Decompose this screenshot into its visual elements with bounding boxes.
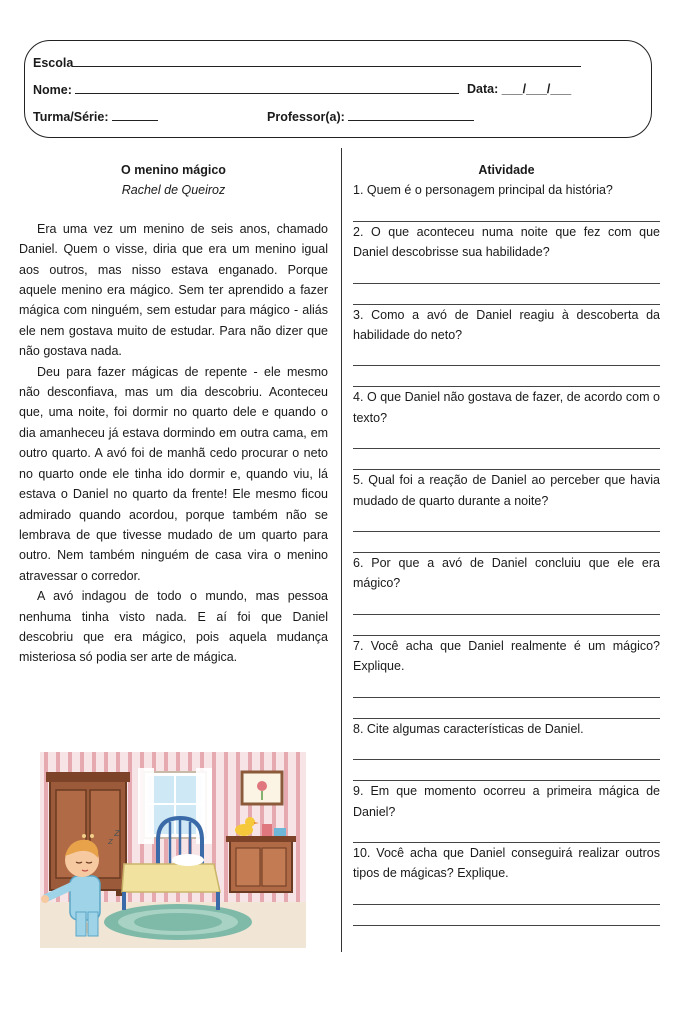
answer-line[interactable]: [353, 739, 660, 760]
name-field[interactable]: [75, 82, 459, 94]
svg-text:z: z: [108, 837, 113, 847]
question-text: 8. Cite algumas características de Daniel.: [353, 721, 584, 736]
teacher-label: Professor(a):: [267, 110, 345, 124]
question-item: [353, 843, 660, 926]
question-item: [353, 470, 660, 553]
answer-line[interactable]: [353, 263, 660, 284]
answer-line[interactable]: [353, 698, 660, 719]
question-item: [353, 719, 660, 781]
question-item: [353, 222, 660, 305]
date-field[interactable]: ___/___/___: [501, 82, 572, 96]
question-list: [353, 180, 660, 925]
sleepwalking-boy-bedroom-illustration: [40, 752, 306, 948]
date-row: [467, 82, 571, 96]
question-text: 10. Você acha que Daniel conseguirá realizar outros tipos de mágicas? Explique.: [353, 845, 660, 881]
story-paragraph: Deu para fazer mágicas de repente - ele mesmo não desconfiava, mas um dia descobriu. Aconteceu que, uma noite, foi dormir no quarto dele e quando o dia amanheceu já estava dormindo em outra cama, em outro quarto. A avó foi de manhã cedo procurar o neto no quarto onde ele tinha ido dormir e, quando viu, lá estava o Daniel no quarto da frente! Ele mesmo ficou admirado quando acordou, porque também não se lembrava de que tivesse mudado de um quarto para outro. Nem também ninguém de casa vira o menino atravessar o corredor.: [19, 364, 328, 583]
story-column: [19, 160, 328, 668]
class-field[interactable]: [112, 109, 158, 121]
student-info-box: [24, 40, 652, 138]
story-paragraph: A avó indagou de todo o mundo, mas pessoa nenhuma tinha visto nada. E aí foi que Daniel descobriu que era mágico, pois aquela mudança misteriosa só podia ser arte de mágica.: [19, 589, 328, 665]
answer-line[interactable]: [353, 284, 660, 305]
story-paragraph: Era uma vez um menino de seis anos, chamado Daniel. Quem o visse, diria que era um menino igual aos outros, mas nisso estava enganado. Porque aquele menino era mágico. Sem ter aprendido a fazer mágica com ninguém, sem estudar para mágico - aliás ele nem gostava muito de estudar. Para não dizer que não gostava nada.: [19, 221, 328, 359]
question-item: [353, 387, 660, 470]
teacher-row: [267, 109, 474, 124]
answer-line[interactable]: [353, 532, 660, 553]
story-author: Rachel de Queiroz: [121, 183, 226, 198]
question-text: 7. Você acha que Daniel realmente é um mágico? Explique.: [353, 638, 660, 674]
question-item: [353, 636, 660, 719]
question-text: 9. Em que momento ocorreu a primeira mágica de Daniel?: [353, 784, 660, 819]
svg-text:z: z: [114, 826, 120, 839]
story-text: [19, 219, 328, 668]
answer-line[interactable]: [353, 905, 660, 926]
answer-line[interactable]: [353, 345, 660, 366]
class-row: [33, 109, 158, 124]
question-item: [353, 305, 660, 388]
answer-line[interactable]: [353, 760, 660, 781]
teacher-field[interactable]: [348, 109, 474, 121]
question-item: [353, 781, 660, 843]
name-label: Nome:: [33, 83, 72, 97]
activity-column: [353, 160, 660, 926]
school-label: Escola: [33, 56, 74, 70]
answer-line[interactable]: [353, 594, 660, 615]
answer-line[interactable]: [353, 615, 660, 636]
answer-line[interactable]: [353, 366, 660, 387]
question-text: 2. O que aconteceu numa noite que fez com que Daniel descobrisse sua habilidade?: [353, 224, 660, 260]
answer-line[interactable]: [353, 822, 660, 843]
answer-line[interactable]: [353, 428, 660, 449]
date-label: Data:: [467, 82, 499, 96]
question-item: [353, 553, 660, 636]
school-row: [33, 55, 581, 70]
question-item: [353, 180, 660, 221]
answer-line[interactable]: [353, 201, 660, 222]
activity-title: Atividade: [478, 163, 535, 177]
answer-line[interactable]: [353, 884, 660, 905]
question-text: 3. Como a avó de Daniel reagiu à descoberta da habilidade do neto?: [353, 307, 660, 343]
name-row: [33, 82, 459, 97]
school-field[interactable]: [73, 55, 581, 67]
question-text: 1. Quem é o personagem principal da história?: [353, 183, 613, 198]
answer-line[interactable]: [353, 449, 660, 470]
class-label: Turma/Série:: [33, 110, 109, 124]
column-divider: [341, 148, 342, 952]
story-title: O menino mágico: [121, 163, 226, 177]
question-text: 4. O que Daniel não gostava de fazer, de acordo com o texto?: [353, 390, 660, 425]
question-text: 5. Qual foi a reação de Daniel ao perceber que havia mudado de quarto durante a noite?: [353, 473, 660, 508]
answer-line[interactable]: [353, 511, 660, 532]
answer-line[interactable]: [353, 677, 660, 698]
question-text: 6. Por que a avó de Daniel concluiu que ele era mágico?: [353, 556, 660, 591]
